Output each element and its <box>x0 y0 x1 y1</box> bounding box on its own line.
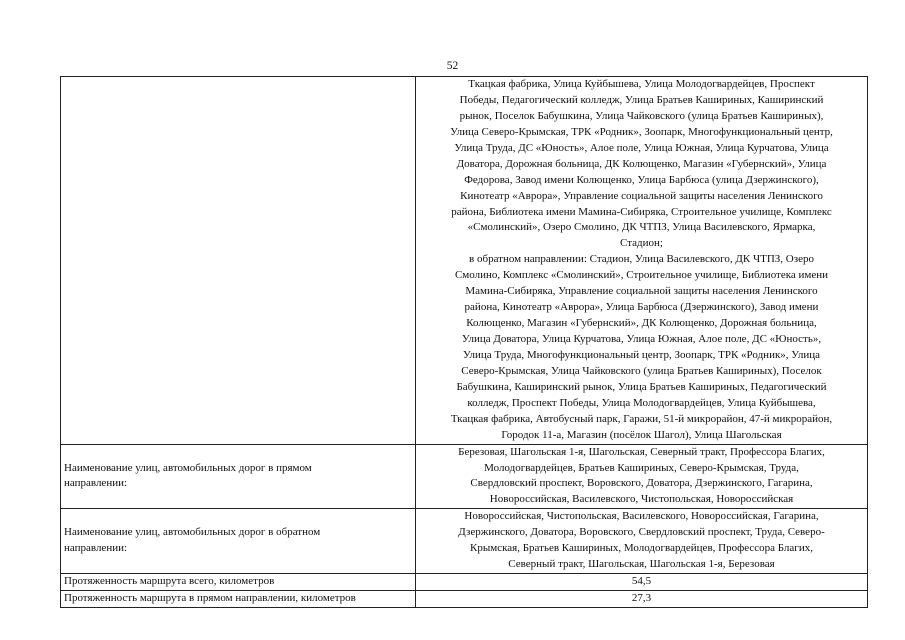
table-row <box>61 77 868 445</box>
text-line: рынок, Поселок Бабушкина, Улица Чайковского (улица Братьев Кашириных), <box>459 109 824 122</box>
text-line: Мамина-Сибиряка, Управление социальной защиты населения Ленинского <box>465 285 818 298</box>
reverse-streets-label <box>61 509 416 574</box>
text-line: «Смолинский», Озеро Смолино, ДК ЧТПЗ, Улица Василевского, Ярмарка, <box>467 221 816 234</box>
text-line: направлении: <box>64 542 128 555</box>
text-line: Дзержинского, Доватора, Воровского, Свердловский проспект, Труда, Северо- <box>458 526 825 539</box>
table-row <box>61 574 868 591</box>
table-row <box>61 444 868 509</box>
route-label-cell <box>61 77 416 445</box>
total-length-label <box>61 574 416 591</box>
text-line: Наименование улиц, автомобильных дорог в обратном <box>64 526 321 539</box>
reverse-streets-value <box>416 509 868 574</box>
text-line: Кинотеатр «Аврора», Управление социальной защиты населения Ленинского <box>460 189 823 202</box>
text-line: Молодогвардейцев, Братьев Кашириных, Северо-Крымская, Труда, <box>484 461 799 474</box>
table-row <box>61 509 868 574</box>
table-row <box>61 591 868 608</box>
forward-length-value <box>416 591 868 608</box>
text-line: Наименование улиц, автомобильных дорог в прямом <box>64 461 312 474</box>
text-line: Колющенко, Магазин «Губернский», ДК Колющенко, Дорожная больница, <box>466 317 817 330</box>
text-line: Протяженность маршрута всего, километров <box>64 575 275 588</box>
forward-streets-value <box>416 444 868 509</box>
route-table <box>60 76 868 608</box>
text-line: 27,3 <box>631 592 652 604</box>
text-line: Северо-Крымская, Улица Чайковского (улица Братьев Кашириных), Поселок <box>461 364 822 377</box>
text-line: Улица Труда, Многофункциональный центр, Зоопарк, ТРК «Родник», Улица <box>462 348 820 361</box>
text-line: Улица Труда, ДС «Юность», Алое поле, Улица Южная, Улица Курчатова, Улица <box>454 141 829 154</box>
text-line: Свердловский проспект, Воровского, Доватора, Дзержинского, Гагарина, <box>470 477 813 490</box>
text-line: колледж, Проспект Победы, Улица Молодогвардейцев, Улица Куйбышева, <box>467 396 816 409</box>
text-line: Улица Доватора, Улица Курчатова, Улица Южная, Алое поле, ДС «Юность», <box>461 333 822 345</box>
text-line: Городок 11-а, Магазин (посёлок Шагол), Улица Шагольская <box>501 428 782 441</box>
text-line: Новороссийская, Чистопольская, Василевского, Новороссийская, Гагарина, <box>464 510 819 523</box>
text-line: Ткацкая фабрика, Автобусный парк, Гаражи, 51-й микрорайон, 47-й микрорайон, <box>450 412 833 425</box>
text-line: Улица Северо-Крымская, ТРК «Родник», Зоопарк, Многофункциональный центр, <box>450 125 833 138</box>
text-line: Доватора, Дорожная больница, ДК Колющенко, Магазин «Губернский», Улица <box>456 157 827 170</box>
route-stops-cell <box>416 77 868 445</box>
text-line: в обратном направлении: Стадион, Улица Василевского, ДК ЧТПЗ, Озеро <box>469 253 814 266</box>
text-line: Протяженность маршрута в прямом направлении, километров <box>64 592 356 604</box>
total-length-value <box>416 574 868 591</box>
text-line: Новороссийская, Василевского, Чистопольская, Новороссийская <box>489 493 794 506</box>
text-line: Березовая, Шагольская 1-я, Шагольская, Северный тракт, Профессора Благих, <box>458 445 825 458</box>
forward-length-label <box>61 591 416 608</box>
page-number: 52 <box>446 60 459 72</box>
text-line: направлении: <box>64 477 128 490</box>
text-line: района, Кинотеатр «Аврора», Улица Барбюса (Дзержинского), Завод имени <box>464 301 819 314</box>
forward-streets-label <box>61 444 416 509</box>
text-line: Стадион; <box>620 237 663 250</box>
text-line: Ткацкая фабрика, Улица Куйбышева, Улица Молодогвардейцев, Проспект <box>468 78 815 90</box>
text-line: района, Библиотека имени Мамина-Сибиряка, Строительное училище, Комплекс <box>451 205 832 218</box>
text-line: Федорова, Завод имени Колющенко, Улица Барбюса (улица Дзержинского), <box>464 173 819 186</box>
text-line: Северный тракт, Шагольская, Шагольская 1-я, Березовая <box>508 558 775 571</box>
text-line: 54,5 <box>631 575 652 588</box>
text-line: Победы, Педагогический колледж, Улица Братьев Кашириных, Каширинский <box>459 93 824 106</box>
text-line: Бабушкина, Каширинский рынок, Улица Братьев Кашириных, Педагогический <box>456 380 827 393</box>
text-line: Смолино, Комплекс «Смолинский», Строительное училище, Библиотека имени <box>454 269 829 282</box>
text-line: Крымская, Братьев Кашириных, Молодогвардейцев, Профессора Благих, <box>470 542 813 555</box>
